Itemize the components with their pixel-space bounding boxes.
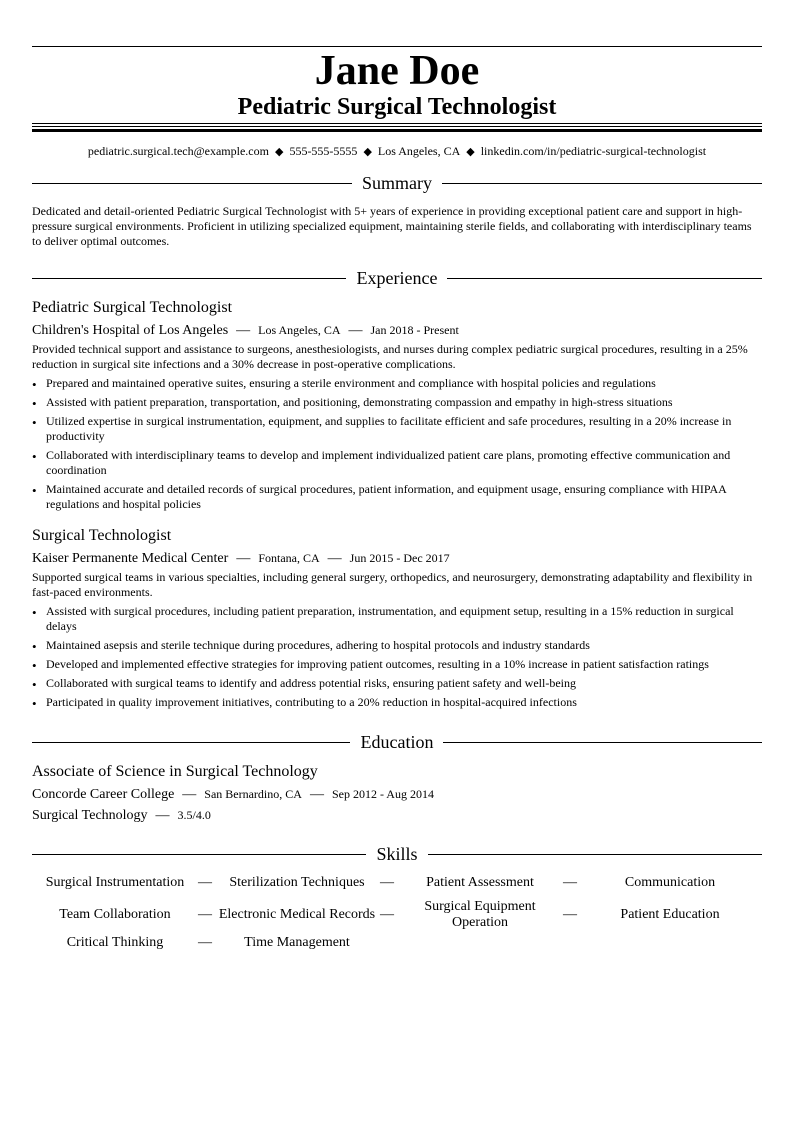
meta-dash: — [348, 323, 363, 338]
skills-row [32, 935, 762, 963]
skills-section-heading [32, 842, 762, 866]
header-rule-thick [32, 129, 762, 132]
skill-item: Surgical Equipment Operation [424, 899, 536, 930]
skill-item: Communication [624, 875, 716, 890]
summary-heading: Summary [352, 173, 442, 193]
job-location: Los Angeles, CA [258, 323, 341, 337]
meta-dash: — [182, 787, 197, 802]
skill-separator: — [563, 907, 577, 922]
job-dates: Jun 2015 - Dec 2017 [349, 551, 450, 565]
education-dates: Sep 2012 - Aug 2014 [331, 787, 434, 801]
meta-dash: — [327, 551, 342, 566]
skill-item: Surgical Instrumentation [45, 875, 185, 890]
meta-dash: — [155, 808, 170, 823]
field-of-study: Surgical Technology [32, 808, 148, 823]
education-field-line [32, 806, 762, 825]
skill-separator: — [563, 875, 577, 890]
skill-separator: — [198, 907, 212, 922]
skills-row [32, 899, 762, 931]
education-entry [32, 762, 762, 827]
skill-separator: — [198, 875, 212, 890]
skill-item: Time Management [244, 935, 350, 950]
skill-item: Critical Thinking [66, 935, 164, 950]
job-title: Surgical Technologist [32, 527, 172, 544]
job-meta [32, 549, 762, 568]
job-employer: Kaiser Permanente Medical Center [32, 551, 229, 566]
meta-dash: — [236, 551, 251, 566]
job-bullet: • Developed and implemented effective strategies for improving patient outcomes, resulting in a 10% increase in patient satisfaction ratings [32, 657, 762, 672]
contact-line [32, 143, 762, 160]
gpa: 3.5/4.0 [177, 808, 211, 822]
header-rule-mid [32, 126, 762, 127]
header-rule-thin [32, 123, 762, 124]
skill-item: Patient Assessment [426, 875, 534, 890]
school-location: San Bernardino, CA [204, 787, 302, 801]
job-description: Provided technical support and assistance to surgeons, anesthesiologists, and nurses during complex pediatric surgical procedures, resulting in a 25% reduction in surgical site infections and a 30% decrease in post-operative complications. [32, 342, 748, 371]
meta-dash: — [236, 323, 251, 338]
skill-item: Patient Education [620, 907, 720, 922]
job-bullet: • Utilized expertise in surgical instrumentation, equipment, and supplies to facilitate efficient and safe procedures, resulting in a 20% increase in productivity [32, 414, 762, 444]
skill-item: Team Collaboration [59, 907, 171, 922]
education-meta [32, 785, 762, 804]
skill-separator: — [198, 935, 212, 950]
degree-title: Associate of Science in Surgical Technology [32, 763, 318, 780]
diamond-separator-icon: ◆ [274, 146, 284, 158]
job-meta [32, 321, 762, 340]
summary-section-heading [32, 171, 762, 195]
skills-grid [32, 870, 762, 954]
skills-heading: Skills [366, 844, 427, 864]
contact-email[interactable]: pediatric.surgical.tech@example.com [87, 144, 269, 158]
meta-dash: — [309, 787, 324, 802]
job-bullet: • Prepared and maintained operative suites, ensuring a sterile environment and compliance with hospital policies and regulations [32, 376, 762, 391]
job-bullet: • Maintained asepsis and sterile technique during procedures, adhering to hospital protocols and industry standards [32, 638, 762, 653]
school-name: Concorde Career College [32, 787, 175, 802]
job-bullet: • Assisted with surgical procedures, including patient preparation, instrumentation, and equipment setup, resulting in a 15% reduction in surgical delays [32, 604, 762, 634]
job-title: Pediatric Surgical Technologist [32, 299, 233, 316]
candidate-name: Jane Doe [314, 48, 480, 94]
summary-text: Dedicated and detail-oriented Pediatric Surgical Technologist with 5+ years of experience in providing exceptional patient care and support in high-pressure surgical environments. Proficient in utilizing specialized equipment, maintaining sterile fields, and collaborating with interdisciplinary teams to deliver optimal outcomes. [32, 204, 752, 248]
contact-location: Los Angeles, CA [377, 144, 461, 158]
job-dates: Jan 2018 - Present [370, 323, 459, 337]
job-employer: Children's Hospital of Los Angeles [32, 323, 229, 338]
job-entry [32, 526, 762, 714]
diamond-separator-icon: ◆ [363, 146, 372, 158]
job-bullet: • Collaborated with surgical teams to identify and address potential risks, ensuring patient safety and well-being [32, 676, 762, 691]
job-location: Fontana, CA [258, 551, 320, 565]
skill-item: Electronic Medical Records [218, 907, 376, 922]
skill-separator: — [380, 907, 394, 922]
job-entry [32, 298, 762, 516]
contact-linkedin[interactable]: linkedin.com/in/pediatric-surgical-technologist [480, 144, 707, 158]
experience-heading: Experience [347, 268, 448, 288]
job-bullet: • Maintained accurate and detailed records of surgical procedures, patient information, and equipment usage, ensuring compliance with HIPAA regulations and hospital policies [32, 482, 762, 512]
job-bullet: • Assisted with patient preparation, transportation, and positioning, demonstrating compassion and empathy in high-stress situations [32, 395, 762, 410]
skill-item: Sterilization Techniques [229, 875, 365, 890]
skill-separator: — [380, 875, 394, 890]
education-section-heading [32, 730, 762, 754]
job-bullet: • Participated in quality improvement initiatives, contributing to a 20% reduction in hospital-acquired infections [32, 695, 762, 710]
education-heading: Education [351, 732, 444, 752]
diamond-separator-icon: ◆ [466, 146, 475, 158]
candidate-title: Pediatric Surgical Technologist [237, 94, 557, 120]
job-description: Supported surgical teams in various specialties, including general surgery, orthopedics, and neurosurgery, demonstrating adaptability and flexibility in fast-paced environments. [32, 570, 753, 599]
experience-section-heading [32, 266, 762, 290]
job-bullets [32, 376, 762, 512]
contact-phone[interactable]: 555-555-5555 [289, 144, 358, 158]
job-bullet: • Collaborated with interdisciplinary teams to develop and implement individualized patient care plans, promoting effective communication and coordination [32, 448, 762, 478]
job-bullets [32, 604, 762, 710]
